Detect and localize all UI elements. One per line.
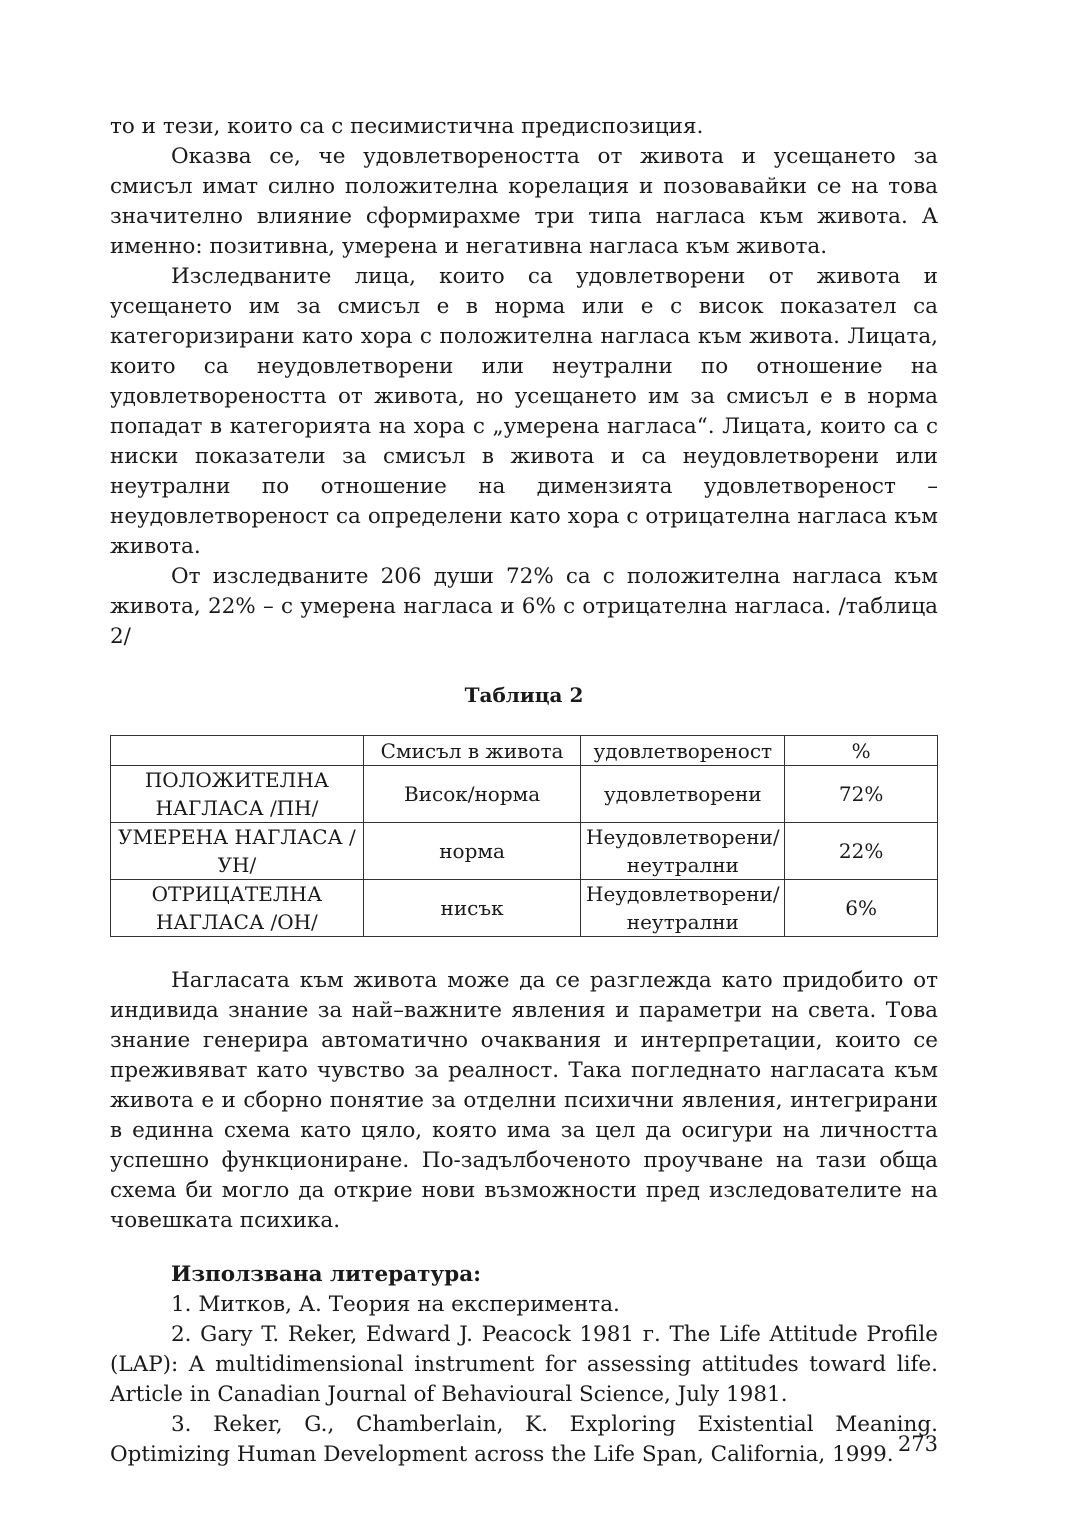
paragraph-correlation: Оказва се, че удовлетвореността от живота и усещането за смисъл имат силно положителна корелация и позовавайки се на това значително влияние сформирахме три типа нагласа към живота. А именно: позитивна, умерена и негативна нагласа към живота. [110,144,938,259]
paragraph-continuation: то и тези, които са с песимистична предиспозиция. [110,114,704,139]
reference-item: 3. Reker, G., Chamberlain, K. Exploring Existential Meaning. Optimizing Human Development across the Life Span, California, 1999. [110,1412,938,1467]
spacer [110,1236,938,1260]
table-row [111,880,938,937]
references-heading: Използвана литература: [171,1262,482,1287]
table-header-cell: Смисъл в живота [363,736,581,766]
page-number: 273 [897,1432,938,1456]
table-row [111,823,938,880]
spacer [110,937,938,966]
table-header-cell [111,736,364,766]
table-cell: ПОЛОЖИТЕЛНА НАГЛАСА /ПН/ [111,766,364,823]
table-header-cell: % [785,736,938,766]
page-body [110,112,938,1470]
reference-item: 1. Митков, А. Теория на експеримента. [171,1292,620,1317]
table-cell: Висок/норма [363,766,581,823]
table-cell: Неудовлетворени/ неутрални [581,880,785,937]
table-cell: нисък [363,880,581,937]
reference-item: 2. Gary T. Reker, Edward J. Peacock 1981 г. The Life Attitude Profile (LAP): A multidimensional instrument for assessing attitudes toward life. Article in Canadian Journal of Behavioural Science, July 1981. [110,1322,938,1407]
table-caption: Таблица 2 [464,683,584,707]
table-cell: ОТРИЦАТЕЛНА НАГЛАСА /ОН/ [111,880,364,937]
table-cell: удовлетворени [581,766,785,823]
paragraph-conclusion: Нагласата към живота може да се разглежда като придобито от индивида знание за най–важните явления и параметри на света. Това знание генерира автоматично очаквания и интерпретации, които се преживяват като чувство за реалност. Така погледнато нагласата към живота е и сборно понятие за отделни психични явления, интегрирани в единна схема като цяло, която има за цел да осигури на личността успешно функциониране. По-задълбоченото проучване на тази обща схема би могло да открие нови възможности пред изследователите на човешката психика. [110,968,938,1233]
table-header-cell: удовлетвореност [581,736,785,766]
table-cell: норма [363,823,581,880]
table-cell: 72% [785,766,938,823]
attitude-table [110,735,938,937]
table-cell: УМЕРЕНА НАГЛАСА /УН/ [111,823,364,880]
paragraph-results: От изследваните 206 души 72% са с положителна нагласа към живота, 22% – с умерена нагласа и 6% с отрицателна нагласа. /таблица 2/ [110,564,938,649]
table-row [111,766,938,823]
table-cell: 22% [785,823,938,880]
table-cell: Неудовлетворени/ неутрални [581,823,785,880]
table-header-row [111,736,938,766]
table-cell: 6% [785,880,938,937]
paragraph-categories: Изследваните лица, които са удовлетворени от живота и усещането им за смисъл е в норма или е с висок показател са категоризирани като хора с положителна нагласа към живота. Лицата, които са неудовлетворени или неутрални по отношение на удовлетвореността от живота, но усещането им за смисъл е в норма попадат в категорията на хора с „умерена нагласа“. Лицата, които са с ниски показатели за смисъл в живота и са неудовлетворени или неутрални по отношение на димензията удовлетвореност – неудовлетвореност са определени като хора с отрицателна нагласа към живота. [110,264,938,559]
